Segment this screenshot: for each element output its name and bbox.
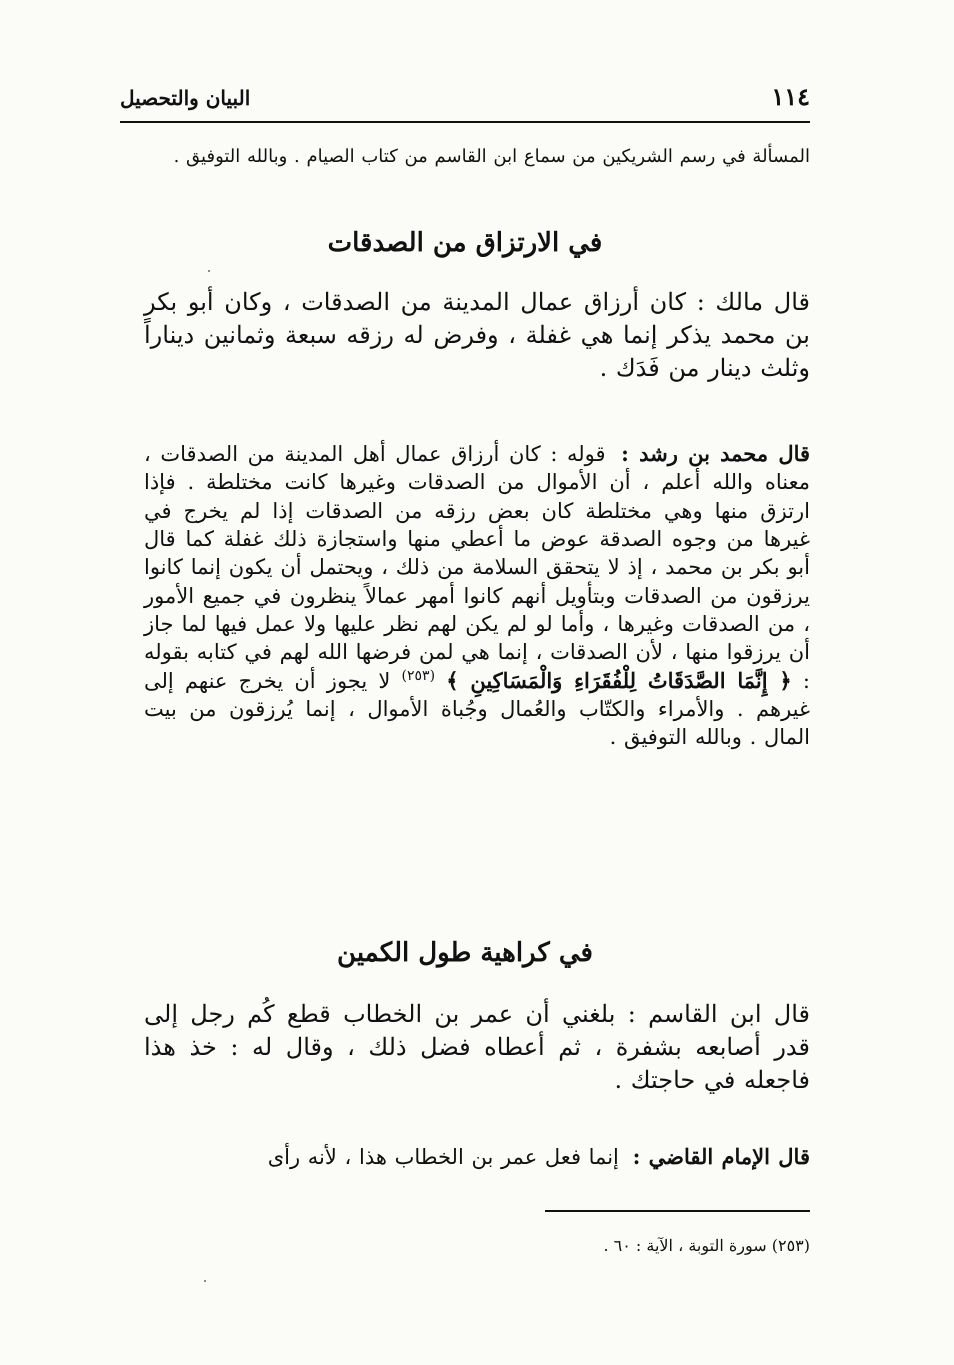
section1-main-paragraph: قال مالك : كان أرزاق عمال المدينة من الصدقات ، وكان أبو بكر بن محمد يذكر إنما هي غفلة ، وفرض له رزقه سبعة وثمانين ديناراً وثلث دينار من فَدَك . [144,288,810,383]
page-number: ١١٤ [771,82,810,111]
section-heading-sleeves: في كراهية طول الكمين [337,938,593,968]
section2-main-paragraph: قال ابن القاسم : بلغني أن عمر بن الخطاب قطع كُم رجل إلى قدر أصابعه بشفرة ، ثم أعطاه فضل ذلك ، وقال له : خذ هذا فاجعله في حاجتك . [144,1000,810,1095]
quran-quote: ﴿ إِنَّمَا الصَّدَقَاتُ لِلْفُقَرَاءِ وَالْمَسَاكِينِ ﴾ [446,667,792,693]
header-divider [120,121,810,123]
scan-speck [204,1280,206,1282]
section-heading-sadaqat: في الارتزاق من الصدقات [327,228,603,258]
section1-commentary [144,440,810,752]
scan-speck [208,270,210,272]
section2-commentary [144,1143,810,1171]
footnote-text: (٢٥٣) سورة التوبة ، الآية : ٦٠ . [603,1236,810,1255]
footnote-divider [545,1210,810,1212]
commentary-text-after-quote: لا يجوز أن يخرج عنهم إلى غيرهم . والأمراء والكتّاب والعُمال وجُباة الأموال ، إنما يُرزقون من بيت المال . وبالله التوفيق . [144,668,810,750]
commentary-lead-qadi: قال الإمام القاضي : [632,1144,810,1169]
running-title: البيان والتحصيل [120,86,251,110]
commentary-lead-ibn-rushd: قال محمد بن رشد : [621,441,811,466]
page-header [120,82,810,114]
footnote-marker: (٢٥٣) [401,667,436,684]
intro-paragraph: المسألة في رسم الشريكين من سماع ابن القاسم من كتاب الصيام . وبالله التوفيق . [173,146,810,167]
commentary-text-before-quote: قوله : كان أرزاق عمال أهل المدينة من الصدقات ، معناه والله أعلم ، أن الأموال من الصدقات وغيرها كانت مختلطة . فإذا ارتزق منها وهي مختلطة كان بعض رزقه من الصدقات إذا لم يخرج في غيرها من وجوه الصدقة عوض ما أعطي منها واستجازة ذلك غفلة كما قال أبو بكر بن محمد ، إذ لا يتحقق السلامة من ذلك ، ويحتمل أن يكون إنما كانوا يرزقون من الصدقات وبتأويل أنهم كانوا أمهر عمالاً ينظرون في جميع الأمور ، من الصدقات وغيرها ، وأما لو لم يكن لهم نظر عليها ولا عمل فيها لما جاز أن يرزقوا منها ، لأن الصدقات ، إنما هي لمن فرضها الله لهم في كتابه بقوله : [144,442,810,693]
commentary-text-qadi: إنما فعل عمر بن الخطاب هذا ، لأنه رأى [267,1145,619,1169]
